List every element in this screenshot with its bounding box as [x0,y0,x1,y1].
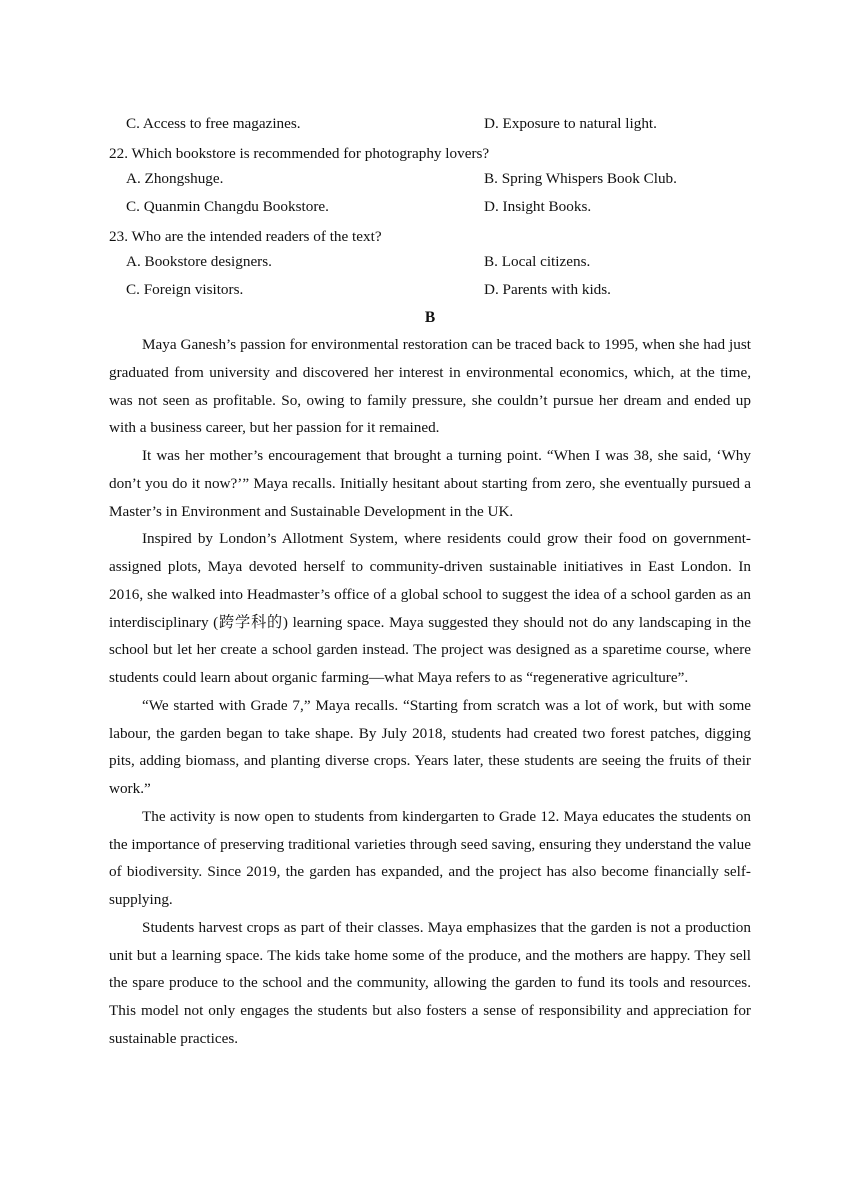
q23-stem: 23. Who are the intended readers of the text? [109,228,382,245]
section-b-heading: B [424,309,436,326]
q23-options-row-2 [0,278,860,302]
q22-stem: 22. Which bookstore is recommended for photography lovers? [109,145,490,162]
q22-options-row-2 [0,195,860,219]
q23-option-c: C. Foreign visitors. [126,281,244,298]
q21-option-c: C. Access to free magazines. [126,115,301,132]
q23-option-d: D. Parents with kids. [484,281,611,298]
q22-option-a: A. Zhongshuge. [126,170,224,187]
passage-paragraph-2: It was her mother’s encouragement that brought a turning point. “When I was 38, she said, ‘Why don’t you do it now?’” Maya recalls. Initially hesitant about starting from zero, she eventually pursued a Master’s in Environment and Sustainable Development in the UK. [109,447,751,520]
passage-paragraph-4: “We started with Grade 7,” Maya recalls. “Starting from scratch was a lot of work, but with some labour, the garden began to take shape. By July 2018, students had created two forest patches, digging pits, adding biomass, and planting diverse crops. Years later, these students are seeing the fruits of their work.” [109,696,751,797]
q23-option-a: A. Bookstore designers. [126,253,272,270]
section-b-passage [109,331,751,1053]
passage-paragraph-1: Maya Ganesh’s passion for environmental restoration can be traced back to 1995, when she had just graduated from university and discovered her interest in environmental economics, which, at the time, was not seen as profitable. So, owing to family pressure, she couldn’t pursue her dream and ended up with a business career, but her passion for it remained. [109,336,751,437]
passage-paragraph-3: Inspired by London’s Allotment System, where residents could grow their food on government-assigned plots, Maya devoted herself to community-driven sustainable initiatives in East London. In 2016, she walked into Headmaster’s office of a global school to suggest the idea of a school garden as an interdisciplinary (跨学科的) learning space. Maya suggested they should not do any landscaping in the school but let her create a school garden instead. The project was designed as a sparetime course, where students could learn about organic farming—what Maya refers to as “regenerative agriculture”. [109,530,751,686]
q21-option-d: D. Exposure to natural light. [484,115,657,132]
q22-options-row-1 [0,167,860,191]
q23-options-row-1 [0,250,860,274]
passage-paragraph-6: Students harvest crops as part of their classes. Maya emphasizes that the garden is not a production unit but a learning space. The kids take home some of the produce, and the mothers are happy. They sell the spare produce to the school and the community, allowing the garden to fund its tools and resources. This model not only engages the students but also fosters a sense of responsibility and appreciation for sustainable practices. [109,918,751,1047]
q23-option-b: B. Local citizens. [484,253,591,270]
q22-option-b: B. Spring Whispers Book Club. [484,170,677,187]
passage-paragraph-5: The activity is now open to students from kindergarten to Grade 12. Maya educates the students on the importance of preserving traditional varieties through seed saving, ensuring they understand the value of biodiversity. Since 2019, the garden has expanded, and the project has also become financially self-supplying. [109,807,751,908]
q21-options-row-2 [0,112,860,136]
q22-option-d: D. Insight Books. [484,198,592,215]
q22-option-c: C. Quanmin Changdu Bookstore. [126,198,329,215]
